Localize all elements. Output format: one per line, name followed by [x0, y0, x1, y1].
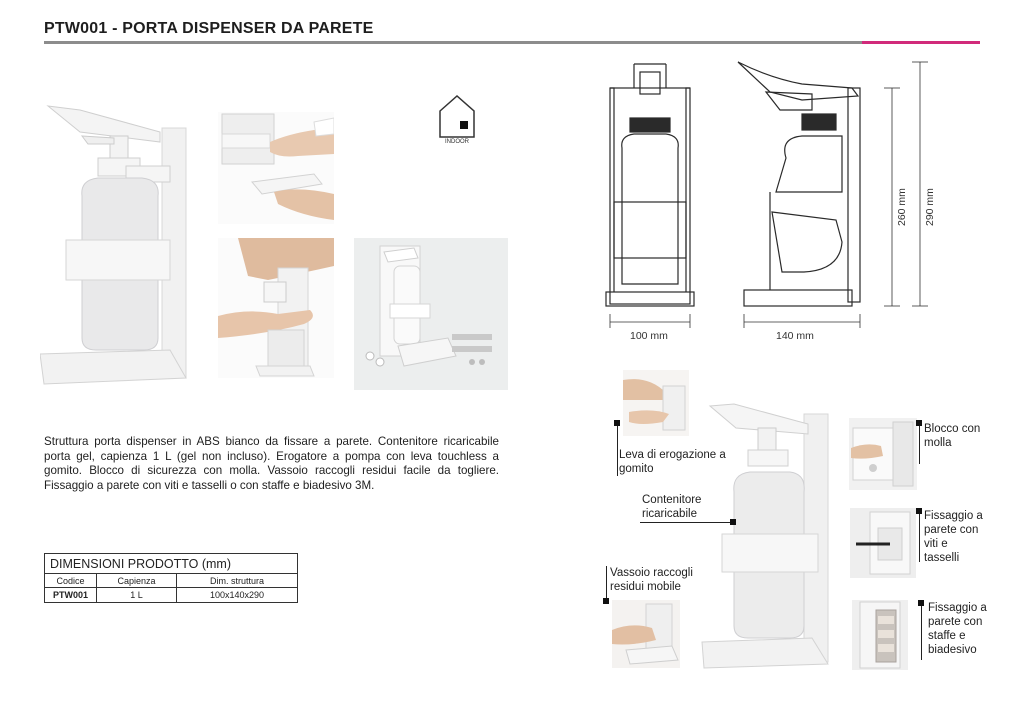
callout-photo-brackets — [852, 600, 908, 670]
indoor-badge — [437, 93, 477, 151]
callout-line-lever — [617, 424, 618, 476]
callout-label-lever: Leva di erogazione a gomito — [619, 449, 726, 475]
dimensions-table — [44, 553, 298, 603]
total-height-label: 290 mm — [924, 188, 936, 226]
indoor-label: INDOOR — [445, 139, 469, 145]
technical-drawing-lines — [590, 52, 976, 356]
callout-marker-screws — [916, 508, 922, 514]
callout-dispenser-photo — [700, 394, 834, 672]
inner-height-label: 260 mm — [896, 188, 908, 226]
column-header-size: Dim. struttura — [177, 574, 298, 588]
callout-label-tray: Vassoio raccogli residui mobile — [610, 567, 693, 593]
side-width-label: 140 mm — [776, 330, 814, 342]
callout-label-container: Contenitore ricaricabile — [642, 494, 702, 520]
column-header-capacity: Capienza — [97, 574, 177, 588]
cell-capacity: 1 L — [97, 588, 177, 603]
dimensions-table-heading: DIMENSIONI PRODOTTO (mm) — [45, 554, 298, 574]
photo-kit-contents — [354, 238, 508, 390]
callout-label-lock: Blocco con molla — [924, 423, 981, 449]
column-header-code: Codice — [45, 574, 97, 588]
callout-photo-screws — [850, 508, 916, 578]
callout-photo-tray — [612, 600, 680, 668]
callout-line-tray — [606, 566, 607, 602]
house-icon — [437, 93, 477, 139]
header-rule — [44, 41, 862, 44]
callout-line-lock — [919, 424, 920, 464]
page-title: PTW001 - PORTA DISPENSER DA PARETE — [44, 20, 374, 37]
photo-tray-removal — [218, 112, 334, 224]
callout-marker-tray — [603, 598, 609, 604]
product-photo-main — [40, 92, 190, 390]
callout-photo-lock — [849, 418, 917, 490]
callout-marker-brackets — [918, 600, 924, 606]
photo-hand-dispensing — [218, 238, 334, 378]
callout-line-container — [640, 522, 732, 523]
callout-label-screws: Fissaggio a parete con viti e tasselli — [924, 510, 983, 564]
cell-size: 100x140x290 — [177, 588, 298, 603]
callout-label-brackets: Fissaggio a parete con staffe e biadesivo — [928, 602, 987, 656]
callout-photo-lever — [623, 370, 689, 436]
callout-marker-lever — [614, 420, 620, 426]
callout-line-brackets — [921, 604, 922, 660]
technical-drawing — [590, 52, 976, 356]
callout-marker-lock — [916, 420, 922, 426]
callout-line-screws — [919, 512, 920, 562]
product-description: Struttura porta dispenser in ABS bianco da fissare a parete. Contenitore ricaricabile porta gel, capienza 1 L (gel non incluso). Erogatore a pompa con leva touchless a gomito. Blocco di sicurezza con molla. Vassoio raccogli residui facile da togliere. Fissaggio a parete con viti e tasselli o con staffe e biadesivo 3M. — [44, 435, 499, 492]
cell-code: PTW001 — [45, 588, 97, 603]
header-accent-rule — [862, 41, 980, 44]
front-width-label: 100 mm — [630, 330, 668, 342]
table-row — [45, 588, 298, 603]
